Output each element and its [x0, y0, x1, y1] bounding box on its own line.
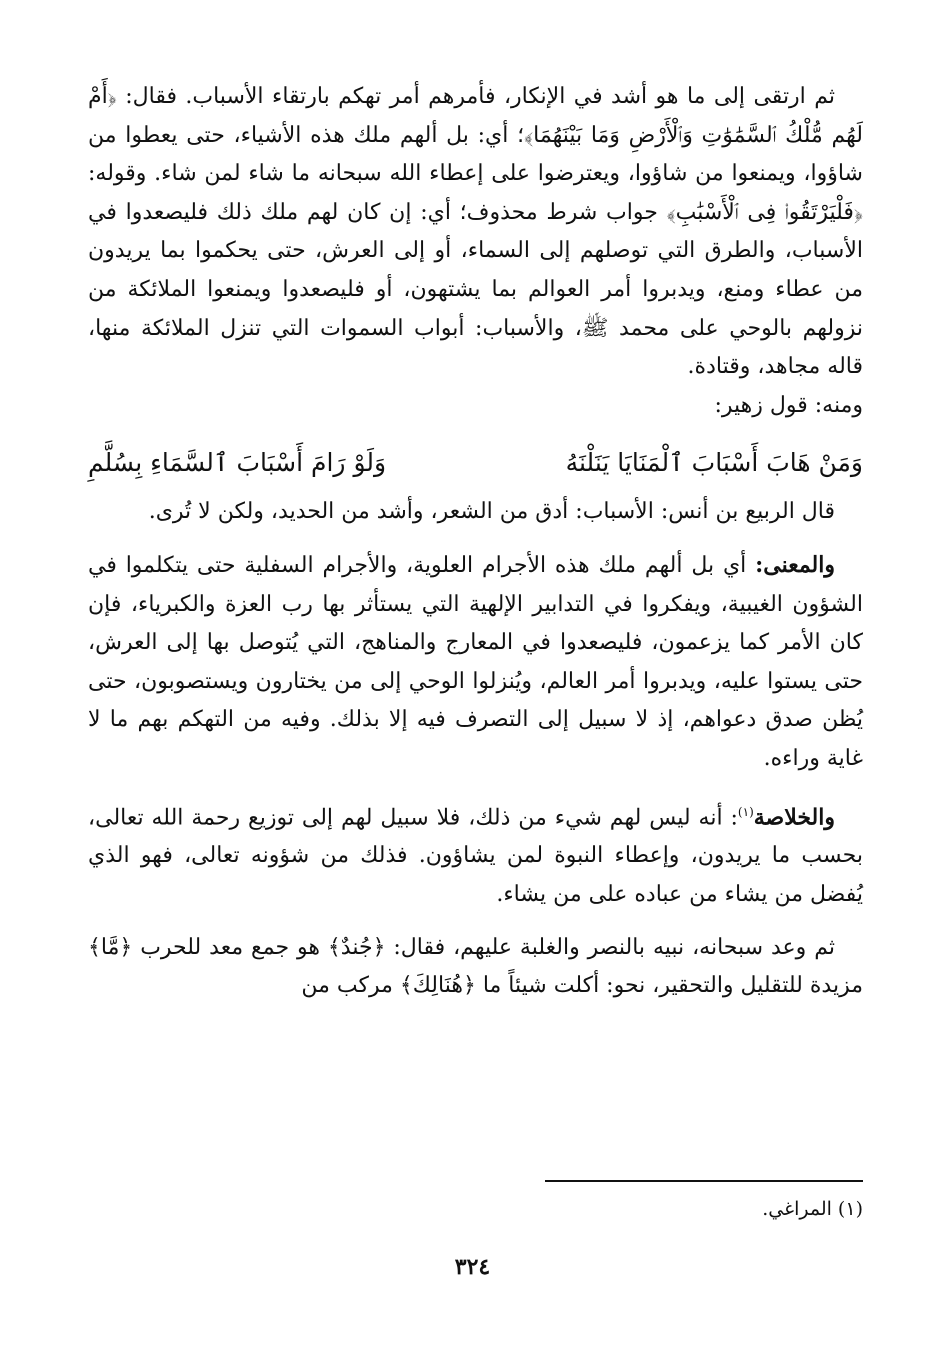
- paragraph-4: [88, 793, 863, 915]
- footnote-divider: [545, 1180, 863, 1182]
- verse-first-hemistich: وَمَنْ هَابَ أَسْبَابَ ٱلْمَنَايَا يَنَلْنَهُ: [565, 448, 863, 478]
- paragraph-4-label: والخلاصة: [753, 803, 835, 830]
- footnote-marker[interactable]: (١): [737, 804, 754, 819]
- page-number: ٣٢٤: [454, 1254, 491, 1280]
- paragraph-4-text: : أنه ليس لهم شيء من ذلك، فلا سبيل لهم إلى توزيع رحمة الله تعالى، بحسب ما يريدون، وإعطاء النبوة لمن يشاؤون. فذلك من شؤونه تعالى، فهو الذي يُفضل من يشاء من عباده على من يشاء.: [88, 804, 863, 908]
- verse-second-hemistich: وَلَوْ رَامَ أَسْبَابَ ٱلسَّمَاءِ بِسُلَّمِ: [88, 448, 387, 478]
- paragraph-1: [88, 78, 863, 425]
- paragraph-2: [88, 493, 863, 532]
- paragraph-1-text: ثم ارتقى إلى ما هو أشد في الإنكار، فأمرهم أمر تهكم بارتقاء الأسباب. فقال: ﴿أَمْ لَهُم مُّلْكُ ٱلسَّمَٰوَٰتِ وَٱلْأَرْضِ وَمَا بَيْنَهُمَا﴾؛ أي: بل ألهم ملك هذه الأشياء، حتى يعطوا من شاؤوا، ويمنعوا من شاؤوا، ويعترضوا على إعطاء الله سبحانه ما شاء لمن شاء. وقوله: ﴿فَلْيَرْتَقُوا۟ فِى ٱلْأَسْبَٰبِ﴾ جواب شرط محذوف؛ أي: إن كان لهم ملك ذلك فليصعدوا في الأسباب، والطرق التي توصلهم إلى السماء، أو إلى العرش، حتى يحكموا بما يريدون من عطاء ومنع، ويدبروا أمر العوالم بما يشتهون، أو فليصعدوا ويمنعوا الملائكة من نزولهم بالوحي على محمد ﷺ، والأسباب: أبواب السموات التي تنزل الملائكة منها، قاله مجاهد، وقتادة.: [88, 84, 863, 380]
- paragraph-5-text: ثم وعد سبحانه، نبيه بالنصر والغلبة عليهم، فقال: ﴿جُندٌ﴾ هو جمع معد للحرب ﴿مَّا﴾ مزيدة للتقليل والتحقير، نحو: أكلت شيئاً ما ﴿هُنَالِكَ﴾ مركب من: [88, 934, 863, 999]
- footnote: [363, 1195, 863, 1223]
- quote-intro: ومنه: قول زهير:: [714, 392, 863, 418]
- paragraph-3: [88, 546, 863, 779]
- footnote-text: (١) المراغي.: [762, 1198, 863, 1220]
- poetry-verse: [88, 441, 863, 485]
- paragraph-2-text: قال الربيع بن أنس: الأسباب: أدق من الشعر، وأشد من الحديد، ولكن لا تُرى.: [148, 499, 835, 525]
- paragraph-3-text: أي بل ألهم ملك هذه الأجرام العلوية، والأجرام السفلية حتى يتكلموا في الشؤون الغيبية، ويفكروا في التدابير الإلهية التي يستأثر بها رب العزة والكبرياء، فإن كان الأمر كما يزعمون، فليصعدوا في المعارج والمناهج، التي يُتوصل بها إلى العرش، حتى يستوا عليه، ويدبروا أمر العالم، ويُنزلوا الوحي إلى من يختارون ويستصوبون، حتى يُظن صدق دعواهم، إذ لا سبيل إلى التصرف فيه إلا بذلك. وفيه من التهكم بهم ما لا غاية وراءه.: [88, 552, 863, 771]
- main-text: [88, 78, 863, 1006]
- paragraph-5: [88, 929, 863, 1006]
- paragraph-3-label: والمعنى:: [755, 551, 835, 578]
